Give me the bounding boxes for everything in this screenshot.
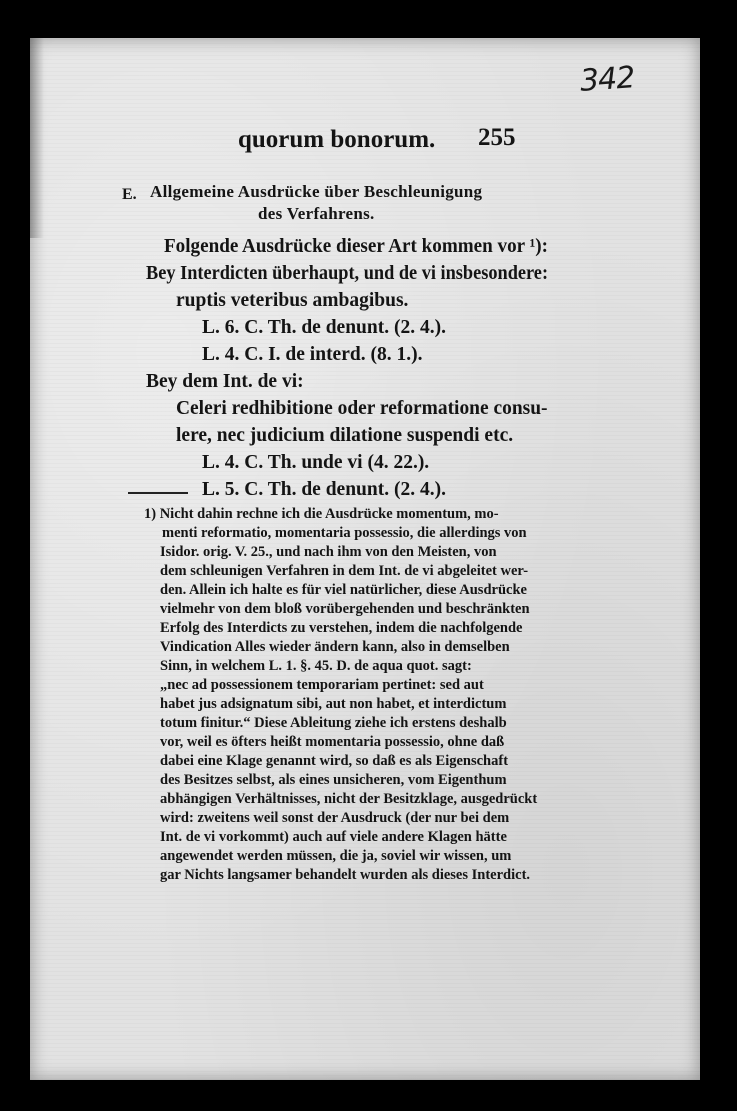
footnote-line: abhängigen Verhältnisses, nicht der Besitzklage, ausgedrückt <box>160 791 538 807</box>
body-line: Folgende Ausdrücke dieser Art kommen vor ¹): <box>164 236 549 257</box>
handwritten-folio-number: 342 <box>578 60 636 99</box>
footnote-line: dabei eine Klage genannt wird, so daß es als Eigenschaft <box>160 753 509 769</box>
page-number: 255 <box>478 124 516 151</box>
footnote-rule <box>128 492 188 494</box>
citation-line: L. 5. C. Th. de denunt. (2. 4.). <box>202 479 446 500</box>
page-edge-shadow <box>30 38 44 238</box>
footnote-line: Isidor. orig. V. 25., und nach ihm von den Meisten, von <box>160 544 497 560</box>
body-line: Bey dem Int. de vi: <box>146 371 304 392</box>
footnote-line: habet jus adsignatum sibi, aut non habet, et interdictum <box>160 696 507 712</box>
footnote-line: totum finitur.“ Diese Ableitung ziehe ich erstens deshalb <box>160 715 507 731</box>
footnote-line: dem schleunigen Verfahren in dem Int. de vi abgeleitet wer- <box>160 563 529 579</box>
footnote-line: Int. de vi vorkommt) auch auf viele andere Klagen hätte <box>160 829 507 845</box>
body-line: lere, nec judicium dilatione suspendi etc. <box>176 425 514 446</box>
citation-line: L. 6. C. Th. de denunt. (2. 4.). <box>202 317 446 338</box>
footnote-line: vielmehr von dem bloß vorübergehenden und beschränkten <box>160 601 530 617</box>
footnote-line: des Besitzes selbst, als eines unsicheren, vom Eigenthum <box>160 772 507 788</box>
running-head: quorum bonorum. <box>238 126 436 153</box>
footnote-line: vor, weil es öfters heißt momentaria possessio, ohne daß <box>160 734 505 750</box>
section-title-line: Allgemeine Ausdrücke über Beschleunigung <box>150 182 483 201</box>
footnote-line: Vindication Alles wieder ändern kann, also in demselben <box>160 639 510 655</box>
section-letter: E. <box>122 186 137 203</box>
citation-line: L. 4. C. I. de interd. (8. 1.). <box>202 344 423 365</box>
footnote-line: Erfolg des Interdicts zu verstehen, indem die nachfolgende <box>160 620 523 636</box>
citation-line: L. 4. C. Th. unde vi (4. 22.). <box>202 452 430 473</box>
footnote-line: Sinn, in welchem L. 1. §. 45. D. de aqua quot. sagt: <box>160 658 472 674</box>
footnote-line: menti reformatio, momentaria possessio, die allerdings von <box>162 525 527 541</box>
body-line: Bey Interdicten überhaupt, und de vi insbesondere: <box>146 263 549 284</box>
body-line: Celeri redhibitione oder reformatione consu- <box>176 398 548 419</box>
footnote-line: angewendet werden müssen, die ja, soviel wir wissen, um <box>160 848 512 864</box>
footnote-line: gar Nichts langsamer behandelt wurden als dieses Interdict. <box>160 867 531 883</box>
footnote-line: 1) Nicht dahin rechne ich die Ausdrücke momentum, mo- <box>144 506 499 522</box>
footnote-line: den. Allein ich halte es für viel natürlicher, diese Ausdrücke <box>160 582 527 598</box>
body-line: ruptis veteribus ambagibus. <box>176 290 409 311</box>
footnote-line: „nec ad possessionem temporariam pertinet: sed aut <box>160 677 484 693</box>
section-title-line: des Verfahrens. <box>258 204 375 223</box>
footnote-line: wird: zweitens weil sonst der Ausdruck (der nur bei dem <box>160 810 510 826</box>
